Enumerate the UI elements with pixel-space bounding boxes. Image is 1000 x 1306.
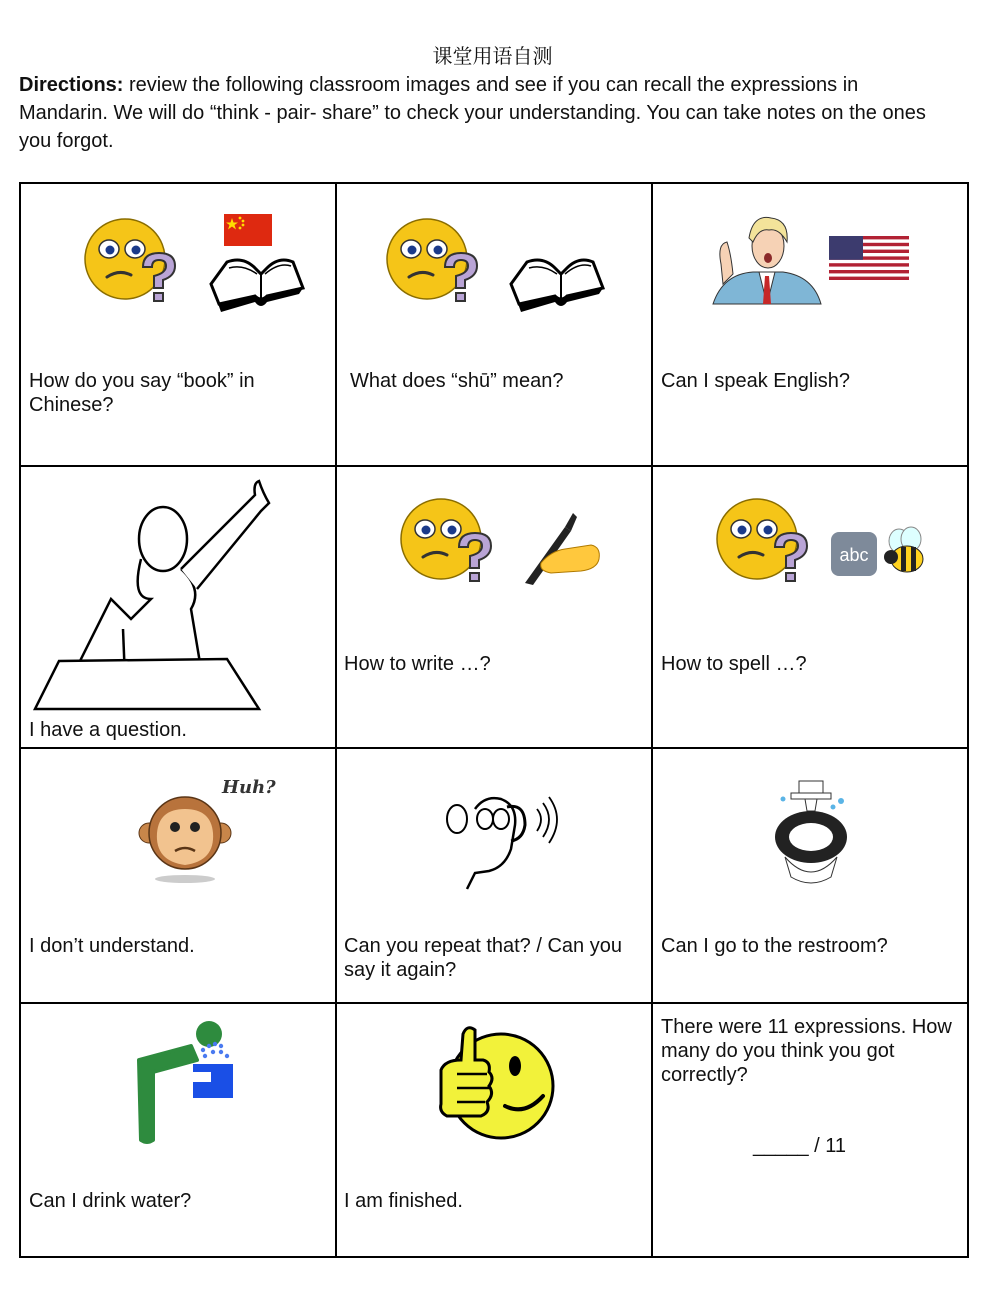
- bee-icon: [881, 527, 931, 577]
- toilet-icon: [771, 777, 851, 889]
- drinking-fountain-icon: [133, 1020, 239, 1144]
- grid-cell: [336, 748, 652, 1003]
- usa-flag-icon: [829, 236, 909, 280]
- grid-cell: [336, 466, 652, 748]
- cell-caption: Can I speak English?: [661, 370, 851, 392]
- speaking-man-icon: [713, 214, 823, 304]
- listening-ear-icon: [445, 789, 565, 889]
- confused-face-icon: [387, 219, 487, 309]
- grid-cell: [20, 1003, 336, 1257]
- cell-caption: Can you repeat that? / Can you say it again?: [344, 935, 622, 981]
- huh-speech-text: Huh?: [222, 777, 276, 798]
- china-flag-icon: [224, 214, 272, 246]
- abc-icon: [831, 532, 877, 576]
- cell-caption: I am finished.: [344, 1190, 463, 1212]
- cell-caption: I don’t understand.: [29, 935, 195, 957]
- confused-face-icon: [717, 499, 817, 589]
- directions-paragraph: [19, 71, 949, 155]
- cell-caption: There were 11 expressions. How many do you think you got correctly?: [661, 1016, 952, 1086]
- open-book-icon: [507, 254, 607, 318]
- grid-cell: [20, 748, 336, 1003]
- grid-cell: [652, 183, 968, 466]
- cell-caption: I have a question.: [29, 719, 187, 741]
- cell-caption: How to write …?: [344, 653, 491, 675]
- directions-label: Directions:: [19, 74, 124, 96]
- grid-cell: [652, 466, 968, 748]
- grid-cell: [652, 748, 968, 1003]
- cell-caption: Can I drink water?: [29, 1190, 192, 1212]
- confused-monkey-icon: [139, 789, 231, 879]
- cell-caption: Can I go to the restroom?: [661, 935, 888, 957]
- confused-face-icon: [85, 219, 185, 309]
- grid-cell: [20, 183, 336, 466]
- raised-hand-student-icon: [31, 479, 271, 714]
- grid-cell: [20, 466, 336, 748]
- writing-hand-icon: [521, 509, 601, 585]
- grid-cell: [336, 1003, 652, 1257]
- svg-text:abc: abc: [839, 545, 869, 565]
- score-blank[interactable]: _____ / 11: [753, 1135, 847, 1157]
- grid-cell: [652, 1003, 968, 1257]
- expressions-grid: [19, 182, 969, 1258]
- confused-face-icon: [401, 499, 501, 589]
- cell-caption: How to spell …?: [661, 653, 807, 675]
- thumbs-up-smiley-icon: [435, 1020, 559, 1144]
- page-title: 课堂用语自测: [432, 44, 553, 68]
- grid-cell: [336, 183, 652, 466]
- open-book-icon: [207, 254, 307, 318]
- cell-caption: How do you say “book” in Chinese?: [29, 370, 255, 416]
- cell-caption: What does “shū” mean?: [350, 370, 564, 392]
- directions-text: review the following classroom images and see if you can recall the expressions in Mandarin. We will do “think - pair- share” to check your understanding. You can take notes on the ones you forgot.: [19, 74, 926, 152]
